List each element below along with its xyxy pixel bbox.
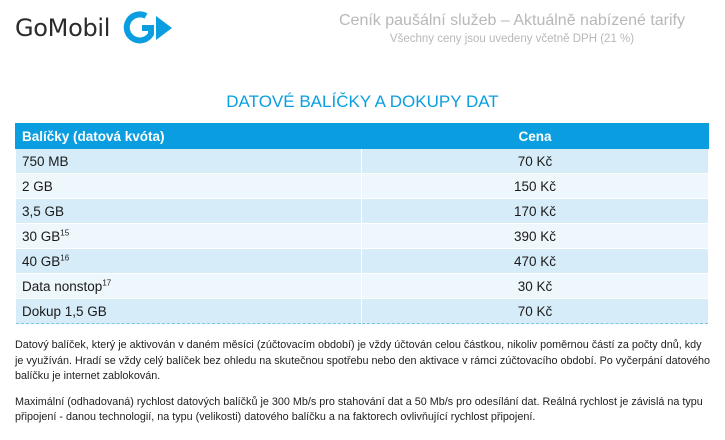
price-table [15, 123, 709, 324]
footnote-ref: 17 [102, 278, 112, 287]
brand-logo [15, 10, 172, 46]
table-row [16, 249, 709, 274]
package-cell: 40 GB$^{16}$ [16, 249, 362, 274]
go-arrow-logo-icon [120, 10, 172, 46]
table-row [16, 199, 709, 224]
package-cell: 2 GB [16, 174, 362, 199]
notes [15, 338, 711, 426]
price-cell: 170 Kč [362, 199, 709, 224]
table-row [16, 174, 709, 199]
footnote-ref: 15 [60, 228, 70, 237]
section-title: DATOVÉ BALÍČKY A DOKUPY DAT [226, 92, 499, 111]
note-speed: Maximální (odhadovaná) rychlost datových balíčků je 300 Mb/s pro stahování dat a 50 Mb/s pro odesílání dat. Reálná rychlost je závislá na typu připojení - danou technologií, na typu (velikosti) datového balíčku a na faktorech ovlivňující rychlost připojení. [15, 395, 703, 423]
column-header-package: Balíčky (datová kvóta) [16, 124, 362, 149]
price-cell: 70 Kč [362, 149, 709, 174]
package-cell: 750 MB [16, 149, 362, 174]
footnote-ref: 16 [60, 253, 70, 262]
table-row [16, 224, 709, 249]
package-cell: 3,5 GB [16, 199, 362, 224]
price-cell: 470 Kč [362, 249, 709, 274]
header-title: Ceník paušální služeb – Aktuálně nabízené tarify [339, 12, 685, 29]
header-subtitle: Všechny ceny jsou uvedeny včetně DPH (21 %) [389, 33, 635, 45]
table-row [16, 299, 709, 324]
package-cell: 30 GB$^{15}$ [16, 224, 362, 249]
price-cell: 30 Kč [362, 274, 709, 299]
table-header-row [16, 124, 709, 149]
column-header-price: Cena [362, 124, 709, 149]
price-cell: 150 Kč [362, 174, 709, 199]
note-billing: Datový balíček, který je aktivován v daném měsíci (zúčtovacím období) je vždy účtován celou částkou, nikoliv poměrnou částí za počty dnů, kdy je využíván. Hradí se vždy celý balíček bez ohledu na skutečnou spotřebu nebo den aktivace v rámci zúčtovacího období. Po vyčerpání datového balíčku je internet zablokován. [15, 339, 711, 382]
page-header [0, 0, 725, 60]
header-info [339, 12, 685, 45]
brand-name: GoMobil [15, 14, 111, 42]
table-row [16, 274, 709, 299]
table-row [16, 149, 709, 174]
package-cell: Dokup 1,5 GB [16, 299, 362, 324]
price-cell: 390 Kč [362, 224, 709, 249]
package-cell: Data nonstop$^{17}$ [16, 274, 362, 299]
price-cell: 70 Kč [362, 299, 709, 324]
